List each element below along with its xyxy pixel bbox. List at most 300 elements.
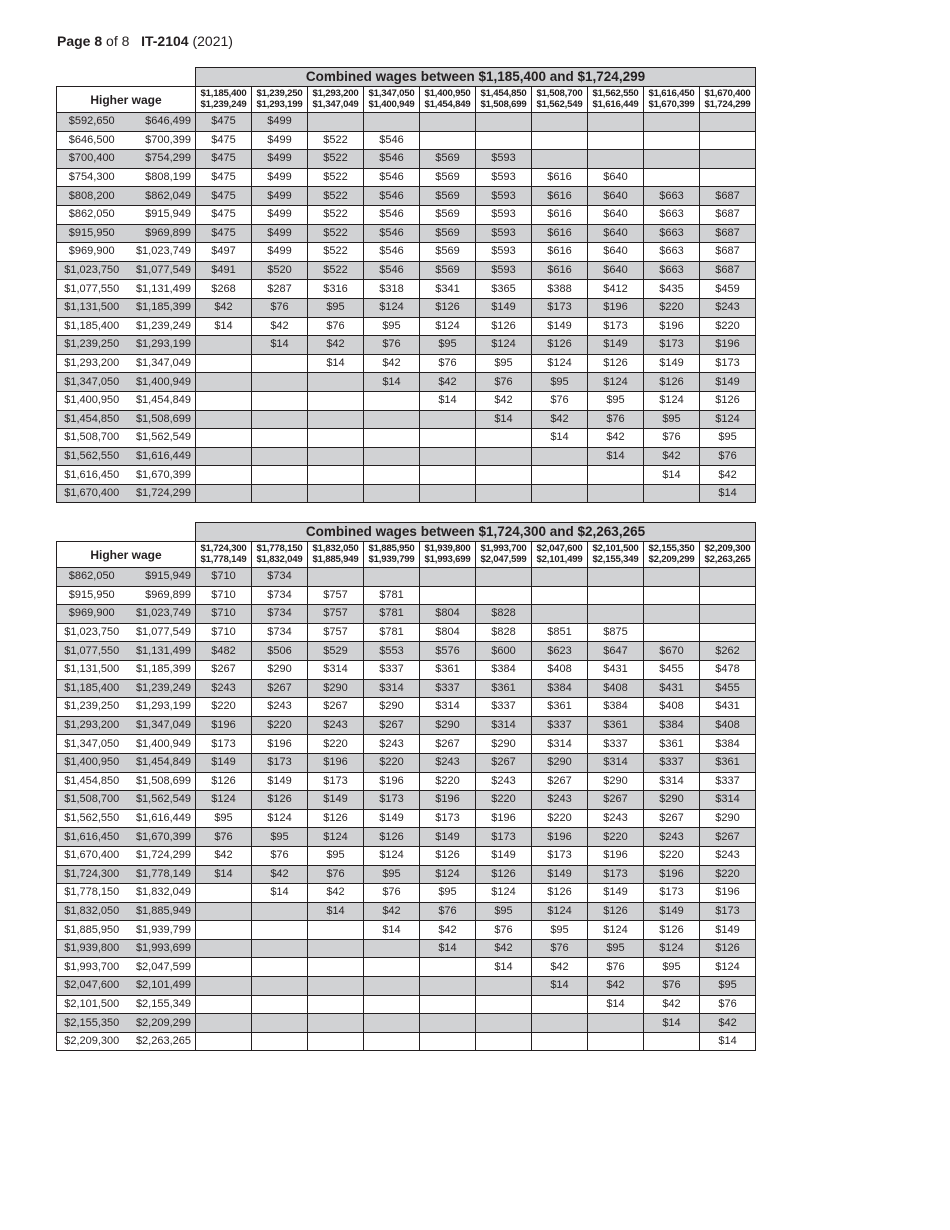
column-range-to: $1,670,399	[648, 98, 695, 110]
column-range-to: $1,562,549	[536, 98, 583, 110]
withholding-amount	[532, 484, 588, 503]
withholding-amount	[700, 113, 756, 132]
wage-table-1	[56, 67, 756, 503]
withholding-amount: $663	[644, 261, 700, 280]
table-row	[57, 753, 756, 772]
withholding-amount: $290	[420, 716, 476, 735]
withholding-amount: $14	[588, 447, 644, 466]
withholding-amount: $173	[588, 317, 644, 336]
withholding-amount	[420, 586, 476, 605]
withholding-amount	[308, 977, 364, 996]
withholding-amount	[644, 150, 700, 169]
withholding-amount: $124	[420, 865, 476, 884]
table-row	[57, 902, 756, 921]
higher-wage-to: $808,199	[127, 168, 196, 187]
column-range-to: $1,724,299	[704, 98, 751, 110]
column-range-header	[252, 542, 308, 568]
withholding-amount: $173	[700, 902, 756, 921]
higher-wage-from: $1,670,400	[57, 484, 127, 503]
withholding-amount: $124	[644, 939, 700, 958]
withholding-amount: $616	[532, 243, 588, 262]
withholding-amount: $149	[196, 753, 252, 772]
withholding-amount: $828	[476, 623, 532, 642]
withholding-amount: $593	[476, 205, 532, 224]
blank-corner	[57, 68, 196, 87]
withholding-amount: $616	[532, 261, 588, 280]
withholding-amount	[476, 447, 532, 466]
withholding-amount: $14	[196, 865, 252, 884]
withholding-amount	[588, 466, 644, 485]
table-row	[57, 716, 756, 735]
column-header-row	[57, 87, 756, 113]
withholding-amount: $804	[420, 605, 476, 624]
withholding-amount: $126	[420, 846, 476, 865]
withholding-amount	[196, 336, 252, 355]
withholding-amount: $522	[308, 205, 364, 224]
withholding-amount: $95	[364, 317, 420, 336]
column-range-from: $1,293,200	[312, 88, 359, 99]
withholding-amount: $616	[532, 224, 588, 243]
withholding-amount: $314	[308, 660, 364, 679]
withholding-amount: $126	[476, 317, 532, 336]
withholding-amount: $337	[588, 735, 644, 754]
withholding-amount: $497	[196, 243, 252, 262]
column-range-header	[420, 87, 476, 113]
withholding-amount	[196, 939, 252, 958]
withholding-amount: $475	[196, 168, 252, 187]
withholding-amount	[252, 995, 308, 1014]
column-range-header	[532, 542, 588, 568]
withholding-amount: $290	[476, 735, 532, 754]
withholding-amount: $640	[588, 261, 644, 280]
column-range-to: $1,347,049	[312, 98, 359, 110]
withholding-amount	[420, 958, 476, 977]
withholding-amount: $546	[364, 243, 420, 262]
withholding-amount: $124	[476, 884, 532, 903]
withholding-amount	[476, 113, 532, 132]
higher-wage-from: $1,077,550	[57, 280, 127, 299]
table-row	[57, 131, 756, 150]
withholding-amount	[196, 484, 252, 503]
higher-wage-to: $1,616,449	[127, 809, 196, 828]
withholding-amount	[252, 1032, 308, 1051]
higher-wage-to: $1,077,549	[127, 623, 196, 642]
withholding-amount: $149	[588, 336, 644, 355]
withholding-amount: $412	[588, 280, 644, 299]
withholding-amount	[700, 150, 756, 169]
withholding-amount: $431	[700, 698, 756, 717]
table-row	[57, 642, 756, 661]
column-range-from: $1,832,050	[312, 543, 359, 554]
higher-wage-to: $1,239,249	[127, 317, 196, 336]
withholding-amount: $290	[700, 809, 756, 828]
withholding-amount	[420, 1032, 476, 1051]
withholding-amount	[476, 466, 532, 485]
withholding-amount: $616	[532, 187, 588, 206]
withholding-amount: $196	[588, 846, 644, 865]
higher-wage-from: $1,454,850	[57, 410, 127, 429]
higher-wage-from: $592,650	[57, 113, 127, 132]
withholding-amount: $734	[252, 623, 308, 642]
withholding-amount	[196, 902, 252, 921]
withholding-amount: $124	[700, 410, 756, 429]
withholding-amount: $76	[196, 828, 252, 847]
form-year: (2021)	[192, 33, 233, 49]
withholding-amount: $126	[476, 865, 532, 884]
withholding-amount	[196, 373, 252, 392]
withholding-amount: $14	[532, 429, 588, 448]
withholding-amount: $95	[420, 336, 476, 355]
higher-wage-from: $1,885,950	[57, 921, 127, 940]
higher-wage-from: $1,023,750	[57, 261, 127, 280]
higher-wage-from: $969,900	[57, 605, 127, 624]
withholding-amount	[308, 484, 364, 503]
higher-wage-from: $808,200	[57, 187, 127, 206]
column-range-header	[700, 542, 756, 568]
withholding-amount: $76	[588, 958, 644, 977]
withholding-amount: $42	[700, 1014, 756, 1033]
withholding-amount	[476, 429, 532, 448]
withholding-amount: $220	[420, 772, 476, 791]
withholding-amount: $243	[644, 828, 700, 847]
withholding-amount: $124	[532, 354, 588, 373]
withholding-amount: $593	[476, 187, 532, 206]
withholding-amount: $710	[196, 623, 252, 642]
withholding-amount: $499	[252, 243, 308, 262]
withholding-amount: $76	[644, 429, 700, 448]
withholding-amount: $14	[644, 1014, 700, 1033]
table-row	[57, 168, 756, 187]
withholding-amount: $149	[476, 846, 532, 865]
withholding-amount	[644, 484, 700, 503]
table-row	[57, 809, 756, 828]
withholding-amount: $569	[420, 187, 476, 206]
withholding-amount: $640	[588, 187, 644, 206]
column-range-header	[476, 542, 532, 568]
withholding-amount: $95	[588, 391, 644, 410]
higher-wage-from: $1,778,150	[57, 884, 127, 903]
withholding-amount: $290	[532, 753, 588, 772]
withholding-amount: $220	[196, 698, 252, 717]
withholding-amount	[364, 113, 420, 132]
withholding-amount	[196, 410, 252, 429]
withholding-amount: $663	[644, 243, 700, 262]
withholding-amount: $663	[644, 187, 700, 206]
withholding-amount	[364, 1032, 420, 1051]
withholding-amount	[308, 113, 364, 132]
withholding-amount	[252, 373, 308, 392]
higher-wage-from: $700,400	[57, 150, 127, 169]
withholding-amount	[252, 1014, 308, 1033]
withholding-amount	[252, 391, 308, 410]
table-row	[57, 772, 756, 791]
column-range-to: $2,263,265	[704, 553, 751, 565]
higher-wage-to: $1,939,799	[127, 921, 196, 940]
higher-wage-to: $1,670,399	[127, 466, 196, 485]
column-range-from: $1,400,950	[424, 88, 471, 99]
withholding-amount: $196	[196, 716, 252, 735]
withholding-amount: $529	[308, 642, 364, 661]
column-range-header	[196, 87, 252, 113]
withholding-amount	[532, 605, 588, 624]
column-range-to: $1,293,199	[256, 98, 303, 110]
withholding-amount: $384	[476, 660, 532, 679]
column-range-to: $1,885,949	[312, 553, 359, 565]
higher-wage-from: $1,670,400	[57, 846, 127, 865]
withholding-amount	[308, 391, 364, 410]
higher-wage-to: $1,508,699	[127, 410, 196, 429]
withholding-amount: $124	[476, 336, 532, 355]
higher-wage-from: $915,950	[57, 586, 127, 605]
withholding-amount: $149	[588, 884, 644, 903]
withholding-amount: $734	[252, 605, 308, 624]
higher-wage-to: $1,670,399	[127, 828, 196, 847]
higher-wage-to: $862,049	[127, 187, 196, 206]
withholding-amount: $316	[308, 280, 364, 299]
withholding-amount	[420, 131, 476, 150]
withholding-amount: $687	[700, 224, 756, 243]
withholding-amount: $482	[196, 642, 252, 661]
table-row	[57, 113, 756, 132]
withholding-amount	[196, 429, 252, 448]
withholding-amount	[364, 939, 420, 958]
higher-wage-label: Higher wage	[57, 87, 196, 113]
withholding-amount: $95	[644, 410, 700, 429]
withholding-amount: $76	[364, 884, 420, 903]
withholding-amount: $710	[196, 568, 252, 587]
withholding-amount	[252, 354, 308, 373]
withholding-amount: $124	[588, 921, 644, 940]
higher-wage-from: $1,454,850	[57, 772, 127, 791]
withholding-amount: $42	[196, 846, 252, 865]
higher-wage-to: $1,885,949	[127, 902, 196, 921]
higher-wage-to: $1,454,849	[127, 753, 196, 772]
withholding-amount: $220	[532, 809, 588, 828]
withholding-amount	[420, 568, 476, 587]
higher-wage-to: $1,993,699	[127, 939, 196, 958]
withholding-amount: $243	[196, 679, 252, 698]
withholding-amount: $361	[700, 753, 756, 772]
higher-wage-from: $1,993,700	[57, 958, 127, 977]
withholding-amount: $435	[644, 280, 700, 299]
withholding-amount: $95	[532, 921, 588, 940]
column-range-to: $1,778,149	[200, 553, 247, 565]
withholding-amount: $76	[252, 298, 308, 317]
column-range-to: $1,993,699	[424, 553, 471, 565]
withholding-amount: $124	[700, 958, 756, 977]
withholding-amount: $243	[308, 716, 364, 735]
column-range-from: $1,454,850	[480, 88, 527, 99]
column-range-to: $1,832,049	[256, 553, 303, 565]
higher-wage-from: $1,939,800	[57, 939, 127, 958]
higher-wage-from: $1,185,400	[57, 679, 127, 698]
withholding-amount: $126	[644, 373, 700, 392]
withholding-amount	[196, 884, 252, 903]
higher-wage-to: $1,023,749	[127, 243, 196, 262]
withholding-amount: $475	[196, 150, 252, 169]
withholding-amount: $95	[700, 429, 756, 448]
higher-wage-to: $1,400,949	[127, 373, 196, 392]
higher-wage-from: $1,616,450	[57, 466, 127, 485]
withholding-amount: $314	[476, 716, 532, 735]
table-row	[57, 466, 756, 485]
withholding-amount: $149	[700, 373, 756, 392]
column-range-to: $2,209,299	[648, 553, 695, 565]
withholding-amount: $76	[700, 447, 756, 466]
withholding-amount: $875	[588, 623, 644, 642]
withholding-amount: $388	[532, 280, 588, 299]
table-row	[57, 391, 756, 410]
withholding-amount: $42	[644, 995, 700, 1014]
withholding-amount: $687	[700, 205, 756, 224]
withholding-amount: $459	[700, 280, 756, 299]
withholding-amount	[420, 977, 476, 996]
withholding-amount: $95	[476, 902, 532, 921]
withholding-amount: $14	[476, 410, 532, 429]
withholding-amount	[644, 586, 700, 605]
withholding-amount: $124	[532, 902, 588, 921]
withholding-amount: $546	[364, 261, 420, 280]
table-row	[57, 150, 756, 169]
withholding-amount	[252, 410, 308, 429]
higher-wage-from: $1,239,250	[57, 698, 127, 717]
withholding-amount: $124	[644, 391, 700, 410]
withholding-amount: $337	[532, 716, 588, 735]
higher-wage-from: $1,347,050	[57, 735, 127, 754]
withholding-amount: $149	[252, 772, 308, 791]
withholding-amount: $220	[364, 753, 420, 772]
withholding-amount	[644, 131, 700, 150]
withholding-amount	[252, 484, 308, 503]
withholding-amount: $267	[644, 809, 700, 828]
withholding-amount: $196	[252, 735, 308, 754]
withholding-amount: $243	[588, 809, 644, 828]
column-range-from: $1,239,250	[256, 88, 303, 99]
withholding-amount	[588, 605, 644, 624]
withholding-amount: $126	[588, 354, 644, 373]
withholding-amount: $220	[476, 791, 532, 810]
withholding-amount	[700, 168, 756, 187]
withholding-amount	[420, 429, 476, 448]
higher-wage-from: $1,293,200	[57, 354, 127, 373]
withholding-amount	[644, 168, 700, 187]
withholding-amount: $173	[308, 772, 364, 791]
column-range-to: $1,239,249	[200, 98, 247, 110]
withholding-amount: $475	[196, 205, 252, 224]
column-range-header	[420, 542, 476, 568]
higher-wage-from: $1,185,400	[57, 317, 127, 336]
withholding-amount	[532, 995, 588, 1014]
withholding-amount: $149	[476, 298, 532, 317]
withholding-amount: $670	[644, 642, 700, 661]
withholding-amount	[252, 958, 308, 977]
table-row	[57, 884, 756, 903]
withholding-amount: $640	[588, 205, 644, 224]
withholding-amount	[700, 586, 756, 605]
withholding-amount: $126	[364, 828, 420, 847]
withholding-amount: $546	[364, 168, 420, 187]
withholding-amount: $76	[420, 354, 476, 373]
table-row	[57, 298, 756, 317]
table-title-row	[57, 523, 756, 542]
withholding-amount	[252, 977, 308, 996]
withholding-amount: $640	[588, 243, 644, 262]
withholding-amount: $408	[588, 679, 644, 698]
higher-wage-from: $1,616,450	[57, 828, 127, 847]
withholding-amount: $267	[196, 660, 252, 679]
higher-wage-to: $1,077,549	[127, 261, 196, 280]
withholding-amount: $173	[196, 735, 252, 754]
withholding-amount: $546	[364, 224, 420, 243]
column-range-from: $1,347,050	[368, 88, 415, 99]
withholding-amount: $337	[700, 772, 756, 791]
table-row	[57, 977, 756, 996]
form-number: IT-2104	[141, 33, 189, 49]
table-row	[57, 958, 756, 977]
column-range-from: $1,670,400	[704, 88, 751, 99]
higher-wage-to: $2,155,349	[127, 995, 196, 1014]
withholding-amount: $42	[364, 354, 420, 373]
table-row	[57, 224, 756, 243]
column-range-to: $2,047,599	[480, 553, 527, 565]
withholding-amount: $569	[420, 243, 476, 262]
withholding-amount: $149	[644, 354, 700, 373]
withholding-amount: $76	[420, 902, 476, 921]
higher-wage-to: $1,131,499	[127, 642, 196, 661]
withholding-amount	[420, 484, 476, 503]
higher-wage-from: $1,131,500	[57, 660, 127, 679]
higher-wage-from: $1,023,750	[57, 623, 127, 642]
higher-wage-from: $2,209,300	[57, 1032, 127, 1051]
higher-wage-from: $862,050	[57, 205, 127, 224]
higher-wage-to: $915,949	[127, 568, 196, 587]
withholding-amount: $95	[308, 298, 364, 317]
higher-wage-to: $700,399	[127, 131, 196, 150]
withholding-amount	[644, 1032, 700, 1051]
withholding-amount: $220	[588, 828, 644, 847]
withholding-amount	[196, 995, 252, 1014]
table-row	[57, 447, 756, 466]
withholding-amount	[252, 447, 308, 466]
withholding-amount: $384	[532, 679, 588, 698]
table-row	[57, 336, 756, 355]
withholding-amount	[532, 113, 588, 132]
withholding-amount: $593	[476, 243, 532, 262]
withholding-amount: $576	[420, 642, 476, 661]
column-range-from: $1,939,800	[424, 543, 471, 554]
withholding-amount: $734	[252, 568, 308, 587]
withholding-amount: $781	[364, 586, 420, 605]
withholding-amount: $42	[588, 429, 644, 448]
withholding-amount: $124	[364, 846, 420, 865]
withholding-amount	[532, 466, 588, 485]
withholding-amount: $149	[532, 865, 588, 884]
withholding-amount: $478	[700, 660, 756, 679]
withholding-amount: $95	[364, 865, 420, 884]
withholding-amount	[196, 921, 252, 940]
withholding-amount: $290	[252, 660, 308, 679]
column-range-to: $1,508,699	[480, 98, 527, 110]
table-row	[57, 205, 756, 224]
table-row	[57, 660, 756, 679]
withholding-amount: $149	[364, 809, 420, 828]
withholding-amount: $14	[700, 1032, 756, 1051]
column-range-to: $1,400,949	[368, 98, 415, 110]
withholding-amount	[196, 354, 252, 373]
withholding-amount: $384	[588, 698, 644, 717]
withholding-amount	[364, 410, 420, 429]
column-range-from: $1,993,700	[480, 543, 527, 554]
